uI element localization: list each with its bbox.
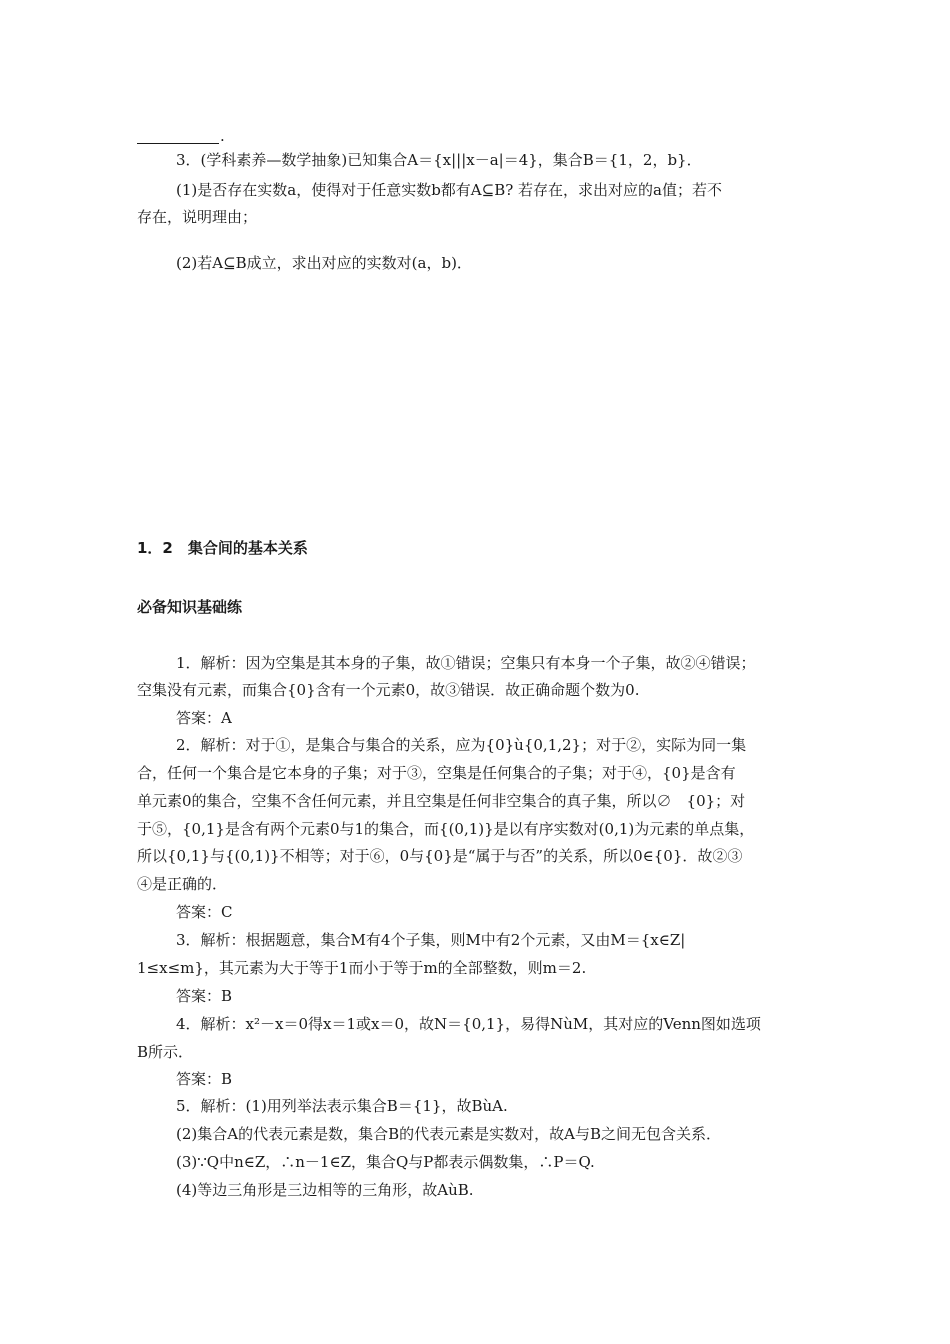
question-3-part-1-cont: 存在，说明理由；	[137, 208, 258, 226]
answer-5-line-1: 5．解析：(1)用列举法表示集合B＝{1}，故BùA.	[176, 1097, 508, 1115]
section-title: 1．2 集合间的基本关系	[137, 539, 308, 557]
answer-4-line-1: 4．解析：x²－x＝0得x＝1或x＝0，故N＝{0,1}，易得NùM，其对应的Venn图如选项	[176, 1015, 761, 1033]
answer-blank-line	[137, 143, 219, 144]
answer-2-line-1: 2．解析：对于①，是集合与集合的关系，应为{0}ù{0,1,2}；对于②，实际为同一集	[176, 736, 747, 754]
answer-1-line-2: 空集没有元素，而集合{0}含有一个元素0，故③错误．故正确命题个数为0.	[137, 681, 640, 699]
answer-3-line-1: 3．解析：根据题意，集合M有4个子集，则M中有2个元素，又由M＝{x∈Z|	[176, 931, 686, 949]
answer-2-line-2: 合，任何一个集合是它本身的子集；对于③，空集是任何集合的子集；对于④，{0}是含有	[137, 764, 736, 782]
answer-1-key: 答案：A	[176, 709, 232, 727]
answer-4-key: 答案：B	[176, 1070, 233, 1088]
answer-2-line-5: 所以{0,1}与{(0,1)}不相等；对于⑥，0与{0}是“属于与否”的关系，所以0∈{0}．故②③	[137, 847, 743, 865]
question-3-part-2: (2)若A⊆B成立，求出对应的实数对(a，b)．	[176, 254, 472, 272]
answer-5-line-2: (2)集合A的代表元素是数，集合B的代表元素是实数对，故A与B之间无包含关系．	[176, 1125, 721, 1143]
answer-2-line-4: 于⑤，{0,1}是含有两个元素0与1的集合，而{(0,1)}是以有序实数对(0,1)为元素的单点集，	[137, 820, 755, 838]
answer-1-line-1: 1．解析：因为空集是其本身的子集，故①错误；空集只有本身一个子集，故②④错误；	[176, 654, 756, 672]
answer-3-line-2: 1≤x≤m}，其元素为大于等于1而小于等于m的全部整数，则m＝2.	[137, 959, 587, 977]
question-3-stem: 3．(学科素养—数学抽象)已知集合A＝{x|||x－a|＝4}，集合B＝{1，2，b}．	[176, 151, 702, 169]
answer-2-line-3: 单元素0的集合，空集不含任何元素，并且空集是任何非空集合的真子集，所以∅ {0}；对	[137, 792, 746, 810]
answer-2-key: 答案：C	[176, 903, 233, 921]
section-subtitle: 必备知识基础练	[137, 598, 243, 616]
answer-4-line-2: B所示．	[137, 1043, 194, 1061]
answer-5-line-3: (3)∵Q中n∈Z，∴n－1∈Z，集合Q与P都表示偶数集，∴P＝Q.	[176, 1153, 595, 1171]
answer-3-key: 答案：B	[176, 987, 233, 1005]
question-3-part-1: (1)是否存在实数a，使得对于任意实数b都有A⊆B? 若存在，求出对应的a值；若不	[176, 181, 722, 199]
answer-blank-period: .	[220, 127, 225, 145]
answer-5-line-4: (4)等边三角形是三边相等的三角形，故AùB.	[176, 1181, 474, 1199]
answer-2-line-6: ④是正确的．	[137, 875, 228, 893]
